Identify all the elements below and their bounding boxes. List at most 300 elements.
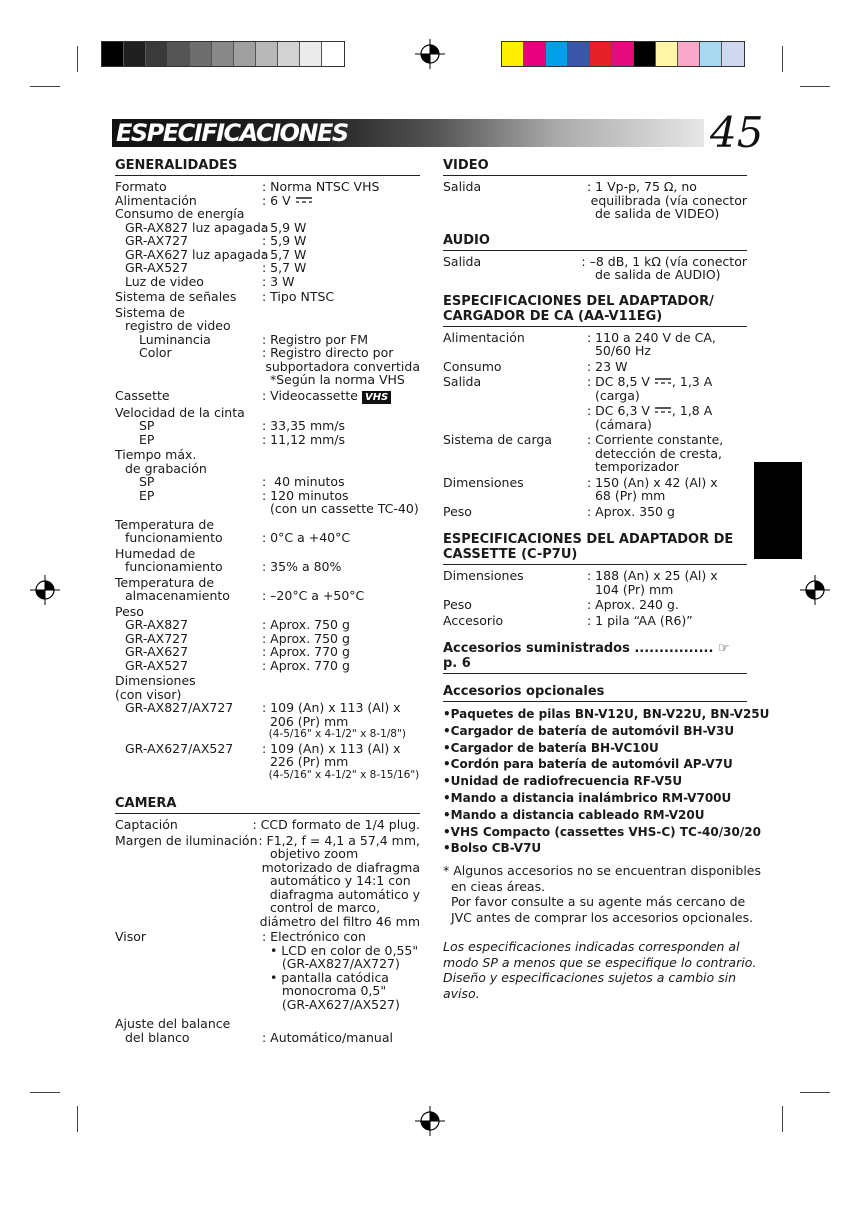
spec-row [115, 576, 420, 590]
spec-value-text: (con un cassette TC-40) [262, 501, 419, 516]
spec-row [115, 589, 420, 603]
spec-row [443, 375, 747, 389]
spec-value-text: equilibrada (vía conector [582, 192, 747, 208]
accessory-item: •Mando a distancia inalámbrico RM-V700U [443, 790, 732, 805]
section-heading-cassette-adapter [443, 532, 747, 565]
spec-label [443, 447, 587, 461]
color-swatch [590, 42, 612, 66]
spec-label: Velocidad de la cinta [115, 404, 245, 420]
spec-label: GR-AX827 [125, 617, 189, 632]
spec-row [115, 433, 420, 447]
spec-label: GR-AX627 luz apagada [125, 246, 269, 262]
spec-value-text: • LCD en color de 0,55" [262, 942, 419, 958]
spec-value-text: : 150 (An) x 42 (Al) x [587, 474, 718, 490]
spec-row [443, 433, 747, 447]
color-swatch [700, 42, 722, 66]
spec-row [443, 404, 747, 418]
spec-label: Dimensiones [115, 673, 196, 688]
spec-label [115, 998, 262, 1012]
spec-value-text: 206 (Pr) mm [262, 713, 349, 729]
registration-mark-icon [800, 575, 830, 605]
spec-row [443, 489, 747, 503]
spec-row [115, 221, 420, 235]
spec-value [587, 583, 673, 597]
spec-value [262, 475, 345, 489]
spec-label [443, 207, 587, 221]
disclaimer-line: aviso. [443, 985, 480, 1001]
spec-row [115, 531, 420, 545]
spec-label: GR-AX827/AX727 [125, 700, 234, 715]
spec-row [115, 618, 420, 632]
spec-value-tail: , 1,3 A [671, 374, 713, 389]
spec-label: SP [139, 418, 155, 433]
spec-value-text: automático y 14:1 con [262, 873, 411, 888]
spec-value [262, 1031, 393, 1045]
spec-row [443, 194, 747, 208]
spec-row [443, 418, 747, 432]
spec-label: Captación [115, 817, 178, 832]
spec-value-text: : 5,7 W [262, 260, 307, 275]
grey-swatch [278, 42, 300, 66]
spec-value-text: (4-5/16" x 4-1/2" x 8-15/16") [262, 768, 420, 781]
section-heading-camera: CAMERA [115, 796, 420, 814]
crop-mark [800, 1092, 830, 1093]
spec-value-text: : Automático/manual [262, 1029, 393, 1045]
color-swatch [546, 42, 568, 66]
accesorios-opcionales-list [443, 706, 770, 857]
spec-value [587, 360, 627, 374]
grey-swatch [102, 42, 124, 66]
spec-row [115, 701, 420, 715]
specification-disclaimer [443, 939, 757, 1001]
spec-row [115, 930, 420, 944]
spec-row [115, 1017, 420, 1031]
spec-row [115, 560, 420, 574]
spec-value [252, 915, 420, 929]
spec-value [262, 290, 334, 304]
spec-label [115, 888, 262, 902]
spec-value-text: : 109 (An) x 113 (Al) x [262, 700, 401, 715]
spec-row [115, 755, 420, 769]
crop-mark [30, 1092, 60, 1093]
grey-swatch [234, 42, 256, 66]
spec-row [443, 614, 747, 628]
spec-row [115, 462, 420, 476]
spec-row [443, 447, 747, 461]
right-column [443, 158, 770, 1001]
spec-label: GR-AX527 [125, 657, 189, 673]
spec-label: Consumo [443, 358, 502, 374]
spec-value [262, 346, 393, 360]
note-line: en cieas áreas. [443, 878, 546, 894]
spec-value [587, 180, 697, 194]
spec-value [254, 861, 420, 875]
spec-value [581, 255, 747, 269]
spec-value [262, 888, 420, 902]
spec-label: Visor [115, 929, 147, 944]
note-line: JVC antes de comprar los accesorios opcionales. [443, 909, 754, 925]
spec-label [115, 901, 262, 915]
spec-label: Peso [443, 597, 472, 612]
spec-row [115, 290, 420, 304]
adapter-heading-line1: ESPECIFICACIONES DEL ADAPTADOR/ [443, 293, 714, 309]
spec-row [115, 957, 420, 971]
color-swatch [722, 42, 744, 66]
spec-value-text: control de marco, [262, 900, 381, 915]
spec-label: Dimensiones [443, 474, 524, 490]
section-heading-audio: AUDIO [443, 233, 747, 251]
registration-mark-icon [415, 1106, 445, 1136]
spec-value-text: 104 (Pr) mm [587, 581, 674, 597]
spec-label: GR-AX827 luz apagada [125, 219, 269, 235]
spec-label [115, 502, 262, 516]
spec-value [262, 221, 306, 235]
grey-swatch [322, 42, 344, 66]
accessory-item: •Cargador de batería de automóvil BH-V3U [443, 723, 735, 738]
spec-value [262, 930, 366, 944]
spec-value-text: : 3 W [262, 273, 295, 289]
spec-value [262, 701, 401, 715]
spec-row [115, 194, 420, 208]
spec-label [443, 489, 587, 503]
spec-value [587, 331, 716, 345]
disclaimer-line: Diseño y especificaciones sujetos a cambio sin [443, 970, 736, 986]
spec-value-text: temporizador [587, 459, 679, 474]
spec-value-text: : 23 W [587, 358, 628, 374]
cassette-adapter-list [443, 569, 747, 627]
spec-row [115, 1031, 420, 1045]
spec-value [262, 589, 364, 603]
spec-label [443, 389, 587, 403]
grey-swatch [146, 42, 168, 66]
spec-label: Salida [443, 253, 482, 269]
spec-row [443, 180, 747, 194]
spec-value-text: : 33,35 mm/s [262, 418, 346, 433]
spec-row [115, 659, 420, 673]
spec-value [262, 998, 400, 1012]
spec-row [115, 847, 420, 861]
color-calibration-bar [501, 41, 745, 67]
spec-label [443, 344, 587, 358]
spec-value [587, 489, 665, 503]
spec-row [115, 419, 420, 433]
spec-value-text: 50/60 Hz [587, 343, 651, 358]
spec-value [587, 268, 721, 282]
grey-swatch [124, 42, 146, 66]
spec-label [115, 915, 252, 929]
spec-row [115, 475, 420, 489]
spec-label: GR-AX627/AX527 [125, 740, 234, 756]
spec-value-text: : Registro directo por [262, 345, 394, 360]
spec-value [262, 180, 379, 194]
spec-value-text: (GR-AX827/AX727) [262, 956, 400, 971]
spec-row [115, 248, 420, 262]
section-heading-video: VIDEO [443, 158, 747, 176]
spec-row [443, 360, 747, 374]
spec-value-text: : 188 (An) x 25 (Al) x [587, 568, 718, 583]
spec-value [262, 632, 350, 646]
spec-value-text: : 5,7 W [262, 246, 307, 262]
spec-value [262, 433, 345, 447]
spec-value-text: : Norma NTSC VHS [262, 179, 380, 194]
spec-row [443, 344, 747, 358]
spec-row [115, 234, 420, 248]
spec-value-text: : 110 a 240 V de CA, [587, 329, 716, 345]
spec-value [262, 261, 306, 275]
spec-value-text: : 1 Vp-p, 75 Ω, no [587, 179, 697, 194]
spec-value [587, 614, 693, 628]
spec-row [115, 389, 420, 404]
spec-label [115, 984, 262, 998]
spec-value [587, 418, 652, 432]
spec-label: Sistema de carga [443, 432, 552, 447]
section-heading-adapter [443, 294, 747, 327]
spec-value-text: : Tipo NTSC [262, 289, 335, 304]
spec-value [262, 560, 341, 574]
spec-label: Luz de video [125, 273, 204, 289]
spec-label: GR-AX727 [125, 233, 189, 248]
spec-value [262, 957, 400, 971]
color-swatch [612, 42, 634, 66]
spec-value-text: : 11,12 mm/s [262, 431, 346, 447]
generalidades-list [115, 180, 420, 782]
note-line: Por favor consulte a su agente más cercano de [443, 894, 746, 910]
color-swatch [678, 42, 700, 66]
spec-label: Margen de iluminación [115, 832, 258, 848]
color-swatch [502, 42, 524, 66]
spec-label [443, 460, 587, 474]
spec-value [587, 569, 718, 583]
spec-label [115, 944, 262, 958]
spec-value [262, 373, 405, 387]
color-swatch [524, 42, 546, 66]
spec-label: Luminancia [139, 331, 211, 347]
spec-value [262, 901, 380, 915]
spec-row [115, 915, 420, 929]
left-column [115, 158, 420, 1044]
spec-row [115, 406, 420, 420]
spec-value-text: : 120 minutos [262, 487, 349, 503]
spec-row [115, 605, 420, 619]
color-swatch [634, 42, 656, 66]
spec-row [115, 502, 420, 516]
spec-label: del blanco [125, 1029, 190, 1045]
page-number: 45 [710, 108, 764, 157]
spec-value-text: : –20°C a +50°C [262, 588, 365, 603]
spec-value [262, 847, 358, 861]
spec-value-text: detección de cresta, [587, 445, 722, 461]
spec-value-text: 226 (Pr) mm [262, 754, 349, 769]
accessory-item: •Bolso CB-V7U [443, 841, 542, 856]
spec-value [262, 194, 313, 208]
spec-label: Cassette [115, 387, 170, 403]
vhs-c-logo: VHS [362, 391, 391, 404]
spec-label: Alimentación [443, 329, 525, 345]
spec-row [115, 207, 420, 221]
spec-value [262, 659, 350, 673]
grey-swatch [190, 42, 212, 66]
spec-value-text: : Aprox. 770 g [262, 657, 350, 673]
spec-row [115, 688, 420, 702]
accesorios-suministrados-label: Accesorios suministrados ................ [443, 641, 714, 656]
spec-label [443, 404, 587, 418]
spec-value [262, 502, 419, 516]
spec-value [262, 971, 389, 985]
spec-value [262, 275, 294, 289]
section-tab [754, 462, 802, 559]
spec-label: Salida [443, 179, 482, 194]
crop-mark [782, 1106, 783, 1132]
spec-row [443, 505, 747, 519]
spec-value-text: : DC 6,3 V [587, 403, 650, 418]
dc-symbol-icon [654, 405, 672, 415]
spec-row [115, 645, 420, 659]
spec-label: Temperatura de [115, 574, 215, 590]
spec-label [115, 874, 262, 888]
spec-value [262, 489, 349, 503]
grey-swatch [212, 42, 234, 66]
spec-row [115, 874, 420, 888]
spec-label: Accesorio [443, 612, 504, 628]
accessory-item: •Unidad de radiofrecuencia RF-V5U [443, 774, 683, 789]
spec-value-text: (GR-AX627/AX527) [262, 996, 400, 1012]
camera-list [115, 818, 420, 1044]
spec-value [587, 505, 675, 519]
spec-label: Dimensiones [443, 568, 524, 583]
cassette-heading-line1: ESPECIFICACIONES DEL ADAPTADOR DE [443, 532, 734, 547]
spec-label: EP [139, 431, 155, 447]
spec-row [443, 583, 747, 597]
spec-label: GR-AX727 [125, 630, 189, 646]
spec-value-text: 68 (Pr) mm [587, 488, 666, 503]
spec-value-text: : Aprox. 770 g [262, 644, 350, 659]
spec-value [262, 248, 306, 262]
spec-value-text: : CCD formato de 1/4 plug. [252, 817, 420, 832]
spec-row [115, 373, 420, 387]
spec-label: Sistema de señales [115, 289, 237, 304]
spec-value-text: • pantalla catódica [262, 969, 389, 985]
spec-row [115, 547, 420, 561]
spec-value [587, 389, 640, 403]
spec-value-text: : Aprox. 750 g [262, 617, 350, 632]
spec-value [587, 207, 719, 221]
section-heading-generalidades: GENERALIDADES [115, 158, 420, 176]
crop-mark [30, 86, 60, 87]
spec-row [115, 728, 420, 742]
spec-value [262, 531, 350, 545]
spec-row [115, 333, 420, 347]
spec-value-text: : 5,9 W [262, 219, 307, 235]
spec-label [115, 957, 262, 971]
spec-value [262, 874, 411, 888]
spec-row [443, 268, 747, 282]
crop-mark [77, 1106, 78, 1132]
availability-note [443, 863, 762, 925]
spec-row [115, 971, 420, 985]
spec-value [262, 984, 386, 998]
spec-value-text: : 5,9 W [262, 233, 307, 248]
spec-value [253, 818, 421, 832]
spec-label: almacenamiento [125, 588, 230, 603]
crop-mark [800, 86, 830, 87]
spec-label: EP [139, 487, 155, 503]
spec-row [115, 742, 420, 756]
spec-value [587, 598, 679, 612]
spec-label: registro de video [125, 318, 231, 333]
spec-row [115, 834, 420, 848]
spec-value [262, 618, 350, 632]
spec-row [115, 518, 420, 532]
dc-symbol-icon [654, 376, 672, 386]
spec-row [115, 901, 420, 915]
spec-value-text: : Electrónico con [262, 929, 366, 944]
disclaimer-line: modo SP a menos que se especifique lo contrario. [443, 954, 757, 970]
section-heading-accesorios-opcionales: Accesorios opcionales [443, 684, 747, 702]
spec-value-text: : Aprox. 350 g [587, 503, 675, 519]
spec-label [115, 715, 262, 729]
spec-row [115, 180, 420, 194]
cassette-heading-line2: CASSETTE (C-P7U) [443, 547, 578, 562]
spec-row [115, 632, 420, 646]
spec-row [115, 944, 420, 958]
spec-value-text: : F1,2, f = 4,1 a 57,4 mm, [258, 832, 420, 848]
spec-value-text: : Aprox. 240 g. [587, 597, 679, 612]
spec-label [115, 861, 254, 875]
note-line: * Algunos accesorios no se encuentran disponibles [443, 863, 762, 879]
spec-row [443, 207, 747, 221]
spec-label [443, 268, 587, 282]
spec-value-text: (4-5/16" x 4-1/2" x 8-1/8") [262, 728, 406, 740]
spec-value-text: : Aprox. 750 g [262, 630, 350, 646]
spec-label: Formato [115, 179, 167, 194]
grey-swatch [256, 42, 278, 66]
spec-value [262, 728, 406, 742]
adapter-list [443, 331, 747, 519]
spec-value [262, 944, 418, 958]
spec-value-text: diámetro del filtro 46 mm [251, 913, 420, 929]
spec-label: de grabación [125, 460, 207, 476]
spec-value-text: : 40 minutos [262, 474, 345, 489]
crop-mark [782, 46, 783, 72]
spec-value-text: monocroma 0,5" [262, 983, 387, 998]
spec-row [115, 319, 420, 333]
spec-row [443, 569, 747, 583]
spec-value-text: : 1 pila “AA (R6)” [587, 612, 693, 628]
spec-value-text: : 109 (An) x 113 (Al) x [262, 740, 401, 756]
spec-label [115, 769, 262, 783]
page-title: ESPECIFICACIONES [116, 119, 348, 147]
spec-label: Tiempo máx. [115, 447, 197, 462]
spec-value [262, 742, 401, 756]
spec-row [115, 448, 420, 462]
spec-value [587, 404, 712, 418]
page-reference: ☞ p. 6 [443, 641, 730, 671]
audio-list [443, 255, 747, 282]
registration-mark-icon [415, 39, 445, 69]
spec-label: Peso [443, 503, 472, 519]
spec-value [583, 194, 747, 208]
spec-label: Humedad de [115, 545, 196, 561]
spec-label [443, 583, 587, 597]
spec-value-text: (cámara) [587, 416, 652, 432]
spec-label [115, 847, 262, 861]
spec-value-text: : 0°C a +40°C [262, 530, 351, 545]
spec-label: Alimentación [115, 192, 197, 208]
spec-row [115, 489, 420, 503]
spec-label [115, 728, 262, 742]
spec-value-text: diafragma automático y [261, 886, 420, 902]
spec-label: GR-AX627 [125, 644, 189, 659]
